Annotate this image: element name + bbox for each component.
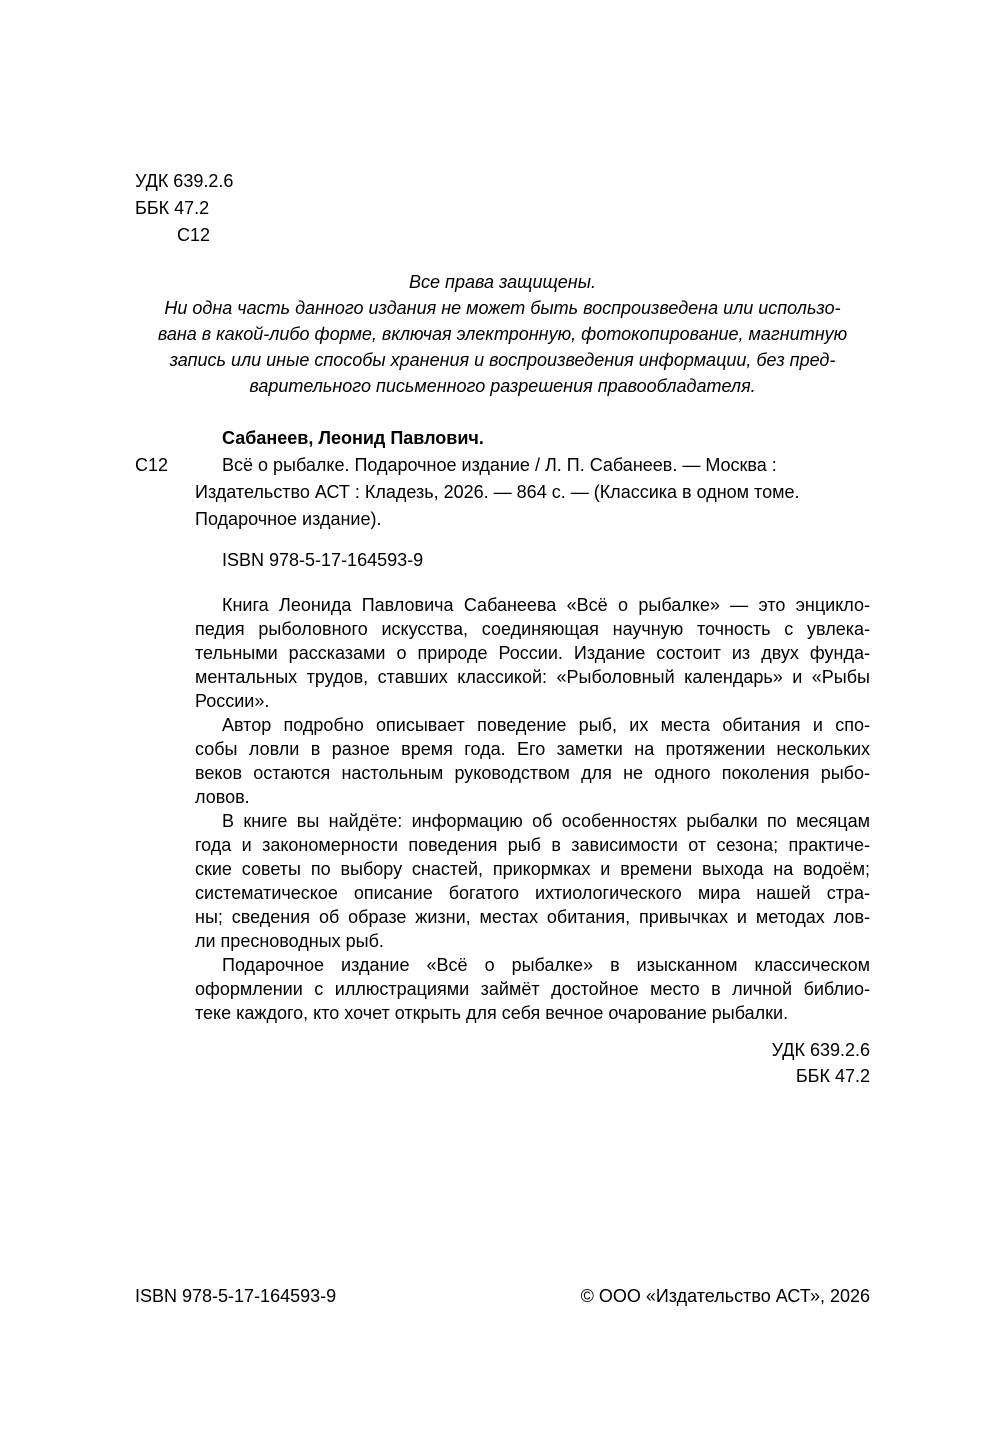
text-line: Подарочное издание).	[195, 509, 382, 529]
text-line: запись или иные способы хранения и воспроизведения информации, без пред-	[169, 350, 836, 370]
top-classification-block	[135, 168, 870, 249]
text-line: веков остаются настольным руководством для не одного поколения рыбо-	[195, 763, 870, 783]
footer-copyright: © ООО «Издательство АСТ», 2026	[580, 1286, 870, 1306]
text-line: ны; сведения об образе жизни, местах обитания, привычках и методах лов-	[195, 907, 870, 927]
text-line: систематическое описание богатого ихтиологического мира нашей стра-	[195, 883, 870, 903]
text-line: педия рыболовного искусства, соединяющая научную точность с увлека-	[195, 619, 870, 639]
isbn: ISBN 978-5-17-164593-9	[222, 550, 424, 570]
bibliographic-record	[135, 425, 870, 533]
bbk-code: ББК 47.2	[135, 198, 210, 218]
annotation-paragraph	[195, 713, 870, 809]
text-line: ментальных трудов, ставших классикой: «Рыболовный календарь» и «Рыбы	[195, 667, 870, 687]
text-line: ловов.	[195, 787, 250, 807]
bbk-code-bottom: ББК 47.2	[795, 1066, 870, 1086]
text-line: В книге вы найдёте: информацию об особенностях рыбалки по месяцам	[222, 811, 870, 831]
text-line: собы ловли в разное время года. Его заметки на протяжении нескольких	[195, 739, 870, 759]
text-line: теке каждого, кто хочет открыть для себя вечное очарование рыбалки.	[195, 1003, 789, 1023]
text-line: Всё о рыбалке. Подарочное издание / Л. П. Сабанеев. — Москва :	[222, 455, 777, 475]
text-line: Все права защищены.	[409, 272, 596, 292]
bottom-classification-block	[135, 1037, 870, 1089]
footer	[135, 1283, 870, 1309]
text-line: Ни одна часть данного издания не может быть воспроизведена или использо-	[164, 298, 841, 318]
annotation-paragraph	[195, 593, 870, 713]
text-line: варительного письменного разрешения правообладателя.	[249, 376, 756, 396]
bib-classification-code: С12	[135, 455, 169, 475]
annotation-paragraph	[195, 809, 870, 953]
text-line: России».	[195, 691, 270, 711]
annotation	[135, 593, 870, 1025]
footer-isbn: ISBN 978-5-17-164593-9	[135, 1286, 337, 1306]
udk-code-bottom: УДК 639.2.6	[771, 1040, 870, 1060]
annotation-paragraph	[195, 953, 870, 1025]
rights-notice	[135, 269, 870, 399]
text-line: Издательство АСТ : Кладезь, 2026. — 864 с. — (Классика в одном томе.	[195, 482, 800, 502]
text-line: Книга Леонида Павловича Сабанеева «Всё о рыбалке» — это энцикло-	[222, 595, 870, 615]
text-line: Подарочное издание «Всё о рыбалке» в изысканном классическом	[222, 955, 870, 975]
text-line: ли пресноводных рыб.	[195, 931, 384, 951]
text-line: вана в какой-либо форме, включая электронную, фотокопирование, магнитную	[157, 324, 848, 344]
text-line: Автор подробно описывает поведение рыб, их места обитания и спо-	[222, 715, 870, 735]
text-line: ские советы по выбору снастей, прикормках и времени выхода на водоём;	[195, 859, 870, 879]
text-line: тельными рассказами о природе России. Издание состоит из двух фунда-	[195, 643, 870, 663]
bib-description	[195, 452, 870, 533]
udk-code: УДК 639.2.6	[135, 171, 234, 191]
classification-code: С12	[177, 225, 211, 245]
text-line: года и закономерности поведения рыб в зависимости от сезона; практиче-	[195, 835, 870, 855]
text-line: оформлении с иллюстрациями займёт достойное место в личной библио-	[195, 979, 870, 999]
author-heading: Сабанеев, Леонид Павлович.	[222, 428, 484, 448]
